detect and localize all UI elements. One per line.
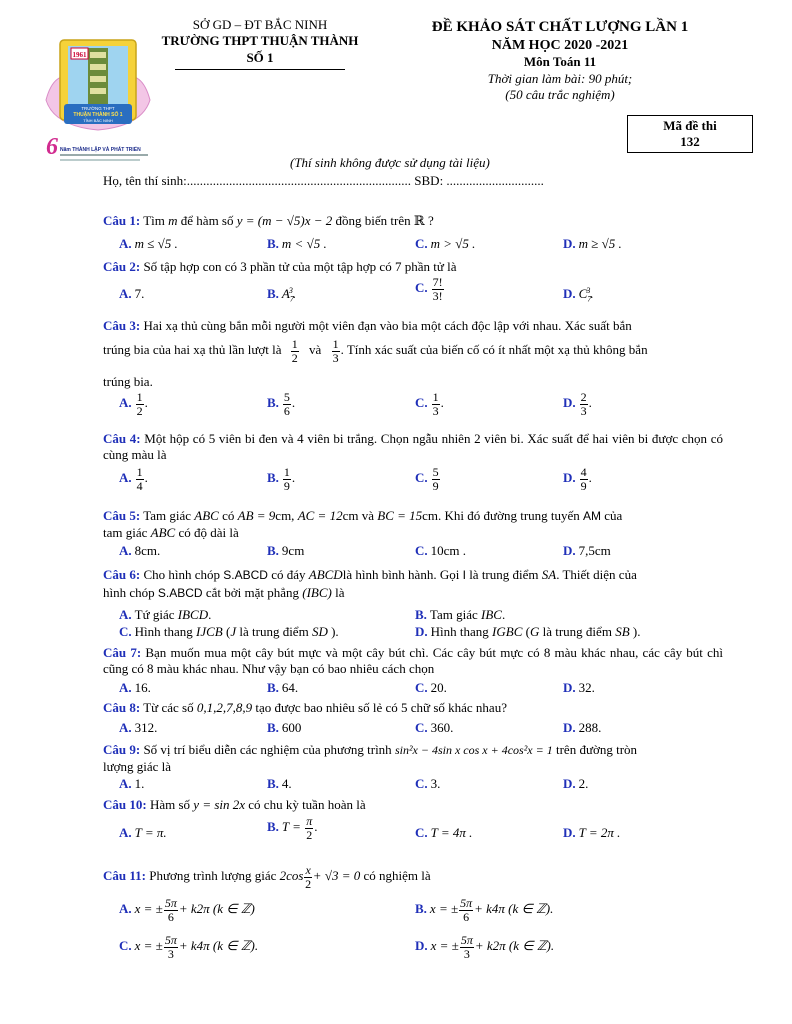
school-name: TRƯỜNG THPT THUẬN THÀNH SỐ 1 <box>161 33 359 65</box>
q11-answer-b[interactable]: B. x = ± $\frac{5\pi}{6}$ + k4π (k ∈ ℤ). <box>415 896 554 924</box>
question-text: cắt bởi mặt phẳng <box>205 585 299 600</box>
question-text: Hàm số <box>149 797 191 812</box>
q10-answer-a[interactable]: A. T = π. <box>119 825 167 840</box>
question-2 <box>103 259 723 275</box>
question-number: Câu 4: <box>103 431 141 446</box>
subject: Môn Toán 11 <box>523 54 597 70</box>
q1-answer-c[interactable]: C. m > √5 . <box>415 236 476 251</box>
header-left <box>155 17 365 70</box>
question-3-line-3: trúng bia. <box>103 374 153 389</box>
question-text: của <box>604 508 623 523</box>
logo-text-1: TRƯỜNG THPT <box>81 106 115 111</box>
question-10: Câu 10: Hàm số y = sin 2x có chu kỳ tuần hoàn là <box>103 797 366 812</box>
q7-answer-a[interactable]: A. 16. <box>119 680 151 695</box>
logo-text-2: THUẬN THÀNH SỐ 1 <box>73 112 123 118</box>
question-7 <box>103 645 723 678</box>
question-text: là trung điểm <box>469 567 539 582</box>
question-11: Câu 11: Phương trình lượng giác 2cos $\frac{x}{2}$ + √3 = 0 có nghiệm là <box>103 863 431 891</box>
q2-answer-d[interactable]: D. $C_7^3$. <box>563 286 594 304</box>
question-text: Phương trình lượng giác <box>149 868 277 884</box>
q6-answer-b[interactable]: B. Tam giác IBC. <box>415 607 506 622</box>
logo-banner: Năm THÀNH LẬP VÀ PHÁT TRIỂN <box>60 147 141 153</box>
question-text: hình chóp <box>103 585 155 600</box>
question-3 <box>103 318 723 334</box>
question-6: Câu 6: Cho hình chóp S.ABCD có đáy ABCDlà hình bình hành. Gọi I là trung điểm SA. Thiết diện của <box>103 567 637 582</box>
question-6-line-2: hình chóp S.ABCD cắt bởi mặt phẳng (IBC) là <box>103 585 345 600</box>
q7-answer-b[interactable]: B. 64. <box>267 680 299 695</box>
question-text: Cho hình chóp <box>143 567 221 582</box>
question-text: . Thiết diện của <box>556 567 637 582</box>
school-year: NĂM HỌC 2020 -2021 <box>491 37 629 53</box>
exam-code-box <box>627 115 753 153</box>
question-text: Tam giác <box>143 508 192 523</box>
question-number: Câu 11: <box>103 868 146 884</box>
q1-answer-a[interactable]: A. m ≤ √5 . <box>119 236 178 251</box>
q10-answer-d[interactable]: D. T = 2π . <box>563 825 621 840</box>
q2-answer-a[interactable]: A. 7. <box>119 286 145 301</box>
question-5-line-2: tam giác ABC có độ dài là <box>103 525 239 540</box>
q6-answer-a[interactable]: A. Tứ giác IBCD. <box>119 607 212 622</box>
q8-answer-b[interactable]: B. 600 <box>267 720 302 735</box>
question-number: Câu 5: <box>103 508 141 523</box>
question-number: Câu 10: <box>103 797 147 812</box>
question-text: Từ các số <box>143 700 194 715</box>
school-logo <box>44 30 152 170</box>
q4-answer-b[interactable]: B. $\frac{1}{9}$ . <box>267 465 296 493</box>
question-text: Số vị trí biểu diễn các nghiệm của phương trình <box>143 742 392 757</box>
exam-time: Thời gian làm bài: 90 phút; <box>487 70 633 86</box>
q7-answer-d[interactable]: D. 32. <box>563 680 595 695</box>
exam-title: ĐỀ KHẢO SÁT CHẤT LƯỢNG LẦN 1 <box>431 19 689 35</box>
dept-name: SỞ GD – ĐT BẮC NINH <box>192 17 328 32</box>
question-text: và <box>309 342 322 358</box>
question-text: Hai xạ thủ cùng bắn mỗi người một viên đạn vào bia một cách độc lập với nhau. Xác suất bắn <box>143 318 632 333</box>
q11-answer-a[interactable]: A. x = ± $\frac{5\pi}{6}$ + k2π (k ∈ ℤ) <box>119 896 255 924</box>
q10-answer-b[interactable]: B. T = $\frac{\pi}{2}$ . <box>267 814 318 842</box>
question-text: có chu kỳ tuần hoàn là <box>248 797 366 812</box>
question-number: Câu 9: <box>103 742 141 757</box>
q3-answer-d[interactable]: D. $\frac{2}{3}$ . <box>563 390 592 418</box>
question-1: Câu 1: Tìm m để hàm số y = (m − √5)x − 2 đồng biến trên ℝ ? <box>103 213 434 228</box>
q9-answer-c[interactable]: C. 3. <box>415 776 441 791</box>
question-4 <box>103 431 723 464</box>
q8-answer-a[interactable]: A. 312. <box>119 720 158 735</box>
q9-answer-a[interactable]: A. 1. <box>119 776 145 791</box>
logo-year: 1961 <box>72 51 87 59</box>
question-number: Câu 2: <box>103 259 141 274</box>
exam-code-label: Mã đề thi <box>663 118 717 133</box>
question-text: . Khi đó đường trung tuyến <box>438 508 580 523</box>
header-right <box>410 18 710 103</box>
q4-answer-a[interactable]: A. $\frac{1}{4}$ . <box>119 465 148 493</box>
question-text: trúng bia của hai xạ thủ lần lượt là <box>103 342 282 358</box>
q3-answer-a[interactable]: A. $\frac{1}{2}$ . <box>119 390 148 418</box>
question-number: Câu 7: <box>103 645 142 660</box>
q2-answer-c[interactable]: C. $\frac{7!}{3!}$ <box>415 275 443 303</box>
question-9-line-2: lượng giác là <box>103 759 172 774</box>
question-text: trên đường tròn <box>555 742 638 757</box>
q3-answer-c[interactable]: C. $\frac{1}{3}$ . <box>415 390 444 418</box>
question-number: Câu 8: <box>103 700 141 715</box>
q3-answer-b[interactable]: B. $\frac{5}{6}$ . <box>267 390 296 418</box>
q5-answer-b[interactable]: B. 9cm <box>267 543 305 558</box>
student-name-line: Họ, tên thí sinh:..................................................................... SBD: .............................. <box>103 173 544 188</box>
q6-answer-c[interactable]: C. Hình thang IJCB (J là trung điểm SD ). <box>119 624 339 639</box>
question-text: đồng biến trên <box>335 213 411 228</box>
question-3-line-2: trúng bia của hai xạ thủ lần lượt là $\frac{1}{2}$ và $\frac{1}{3}$ . Tính xác suất của biến cố có ít nhất một xạ thủ không bắn <box>103 337 648 365</box>
q7-answer-c[interactable]: C. 20. <box>415 680 447 695</box>
question-count: (50 câu trắc nghiệm) <box>505 86 615 102</box>
q6-answer-d[interactable]: D. Hình thang IGBC (G là trung điểm SB ). <box>415 624 641 639</box>
logo-text-3: TỈNH BẮC NINH <box>83 118 113 123</box>
question-text: có đáy <box>271 567 306 582</box>
question-text: là hình bình hành. Gọi <box>342 567 460 582</box>
question-text: Bạn muốn mua một cây bút mực và một cây bút chì. Các cây bút mực có 8 màu khác nhau, các cây bút chì cũng có 8 màu khác nhau. Như vậy bạn có bao nhiêu cách chọn <box>103 645 723 677</box>
question-text: có <box>222 508 235 523</box>
question-text: và <box>361 508 374 523</box>
question-text: tam giác <box>103 525 148 540</box>
question-text: tạo được bao nhiêu số lẻ có 5 chữ số khác nhau? <box>255 700 507 715</box>
question-text: Một hộp có 5 viên bi đen và 4 viên bi trắng. Chọn ngẫu nhiên 2 viên bi. Xác suất để hai viên bi được chọn có cùng màu là <box>103 431 723 463</box>
q8-answer-d[interactable]: D. 288. <box>563 720 602 735</box>
q2-answer-b[interactable]: B. $A_7^3$. <box>267 286 297 304</box>
svg-text:6: 6 <box>46 134 58 160</box>
q5-answer-d[interactable]: D. 7,5cm <box>563 543 611 558</box>
q5-answer-a[interactable]: A. 8cm. <box>119 543 161 558</box>
question-text: để hàm số <box>180 213 234 228</box>
question-text: có nghiệm là <box>363 868 431 884</box>
q4-answer-d[interactable]: D. $\frac{4}{9}$ . <box>563 465 592 493</box>
q5-answer-c[interactable]: C. 10cm . <box>415 543 467 558</box>
header-underline <box>175 69 345 70</box>
question-text: Tìm <box>143 213 165 228</box>
question-text: có độ dài là <box>178 525 239 540</box>
q4-answer-c[interactable]: C. $\frac{5}{9}$ <box>415 465 439 493</box>
q10-answer-c[interactable]: C. T = 4π . <box>415 825 473 840</box>
question-8: Câu 8: Từ các số 0,1,2,7,8,9 tạo được bao nhiêu số lẻ có 5 chữ số khác nhau? <box>103 700 507 715</box>
no-materials-note: (Thí sinh không được sử dụng tài liệu) <box>290 155 490 170</box>
question-9: Câu 9: Số vị trí biểu diễn các nghiệm của phương trình sin²x − 4sin x cos x + 4cos²x = 1 trên đường tròn <box>103 742 638 757</box>
q1-answer-d[interactable]: D. m ≥ √5 . <box>563 236 622 251</box>
q9-answer-b[interactable]: B. 4. <box>267 776 292 791</box>
q11-answer-d[interactable]: D. x = ± $\frac{5\pi}{3}$ + k2π (k ∈ ℤ). <box>415 933 555 961</box>
question-text: . Tính xác suất của biến cố có ít nhất một xạ thủ không bắn <box>340 342 648 358</box>
question-number: Câu 1: <box>103 213 141 228</box>
q8-answer-c[interactable]: C. 360. <box>415 720 454 735</box>
exam-code-value: 132 <box>680 134 700 150</box>
question-number: Câu 6: <box>103 567 141 582</box>
q9-answer-d[interactable]: D. 2. <box>563 776 589 791</box>
question-5: Câu 5: Tam giác ABC có AB = 9cm, AC = 12cm và BC = 15cm. Khi đó đường trung tuyến AM của <box>103 508 623 523</box>
question-text: là <box>335 585 345 600</box>
q11-answer-c[interactable]: C. x = ± $\frac{5\pi}{3}$ + k4π (k ∈ ℤ). <box>119 933 259 961</box>
q1-answer-b[interactable]: B. m < √5 . <box>267 236 327 251</box>
question-number: Câu 3: <box>103 318 141 333</box>
question-text: Số tập hợp con có 3 phần tử của một tập hợp có 7 phần tử là <box>143 259 457 274</box>
